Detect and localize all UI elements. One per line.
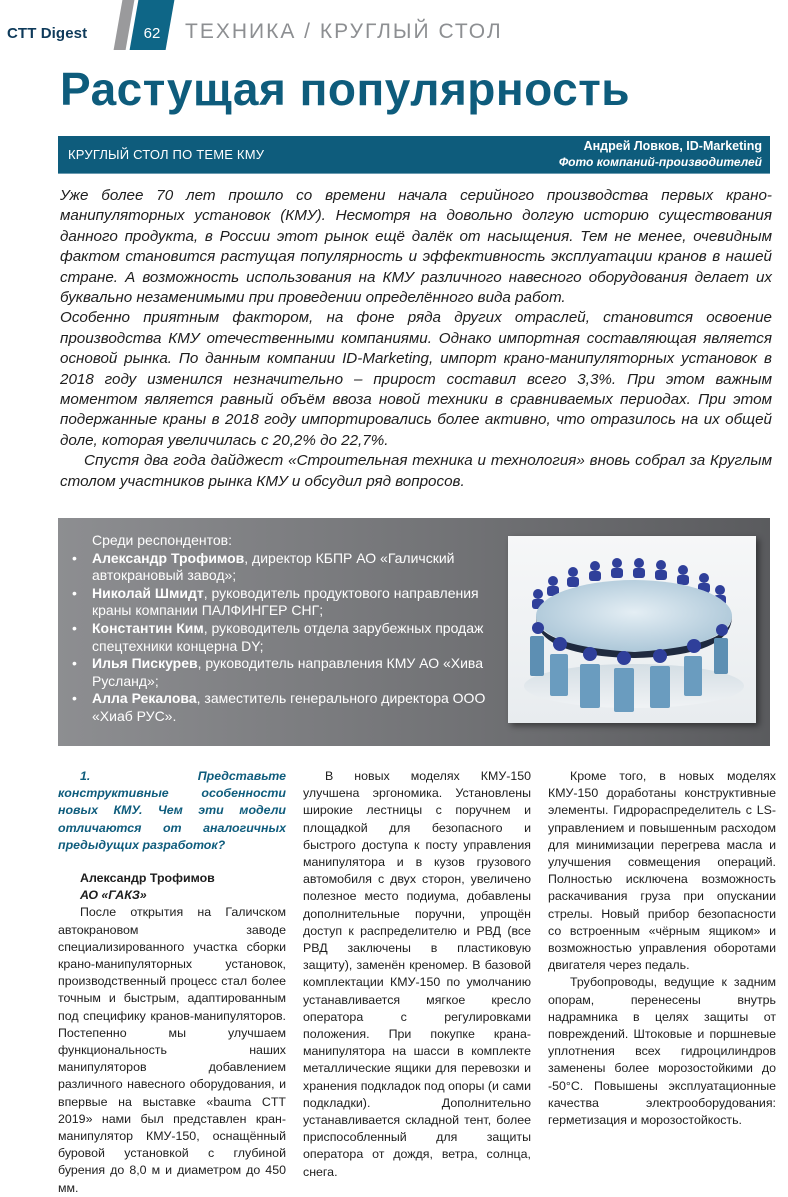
respondent-item (70, 550, 500, 585)
answer-paragraph: Трубопроводы, ведущие к задним опорам, перенесены внутрь надрамника в целях защиты от повреждений. Штоковые и поршневые уплотнения всех гидроцилиндров заменены более морозостойкими до -50°С. Повышены эксплуатационные качества электрооборудования: герметизация и морозостойкость. (548, 975, 776, 1128)
respondent-name: Александр Трофимов (92, 549, 245, 566)
page-header (0, 0, 788, 50)
article-title: Растущая популярность (60, 63, 631, 115)
author: Андрей Ловков, ID-Marketing (583, 139, 762, 153)
speaker-company: АО «ГАКЗ» (80, 888, 147, 903)
rubric-bar (58, 136, 770, 174)
respondents-heading: Среди респондентов: (92, 532, 232, 548)
bullet-icon: • (72, 619, 77, 636)
respondents-list (70, 550, 500, 726)
section-label: ТЕХНИКА / КРУГЛЫЙ СТОЛ (185, 20, 503, 43)
respondents-list-block (70, 532, 500, 726)
article-column-2 (303, 768, 531, 1181)
bullet-icon: • (72, 690, 77, 707)
respondent-item (70, 690, 500, 725)
round-table-illustration-icon (508, 536, 756, 723)
lead-paragraph: Уже более 70 лет прошло со времени начала серийного производства первых крано-манипуляторных установок (КМУ). Несмотря на довольно долгую историю существования данного продукта, в России этот рынок ещё далёк от насыщения. Тем не менее, очевидным фактом становится растущая популярность и эффективность эксплуатации кранов в нашей стране. А возможность использования на КМУ различного навесного оборудования делает их буквально незаменимыми при проведении определённого вида работ. (60, 187, 772, 307)
article-column-3 (548, 768, 776, 1129)
respondents-box (58, 518, 770, 746)
round-table-photo (508, 536, 756, 723)
article-lead (60, 186, 772, 492)
magazine-brand: CTT Digest (7, 25, 88, 42)
lead-paragraph: Особенно приятным фактором, на фоне ряда других отраслей, становится освоение производства КМУ отечественными компаниями. Однако импортная составляющая является основой рынка. По данным компании ID-Marketing, импорт крано-манипуляторных установок в 2018 году изменился незначительно – прирост составил всего 3,3%. При этом важным моментом является равный объём ввоза новой техники в сравниваемых периодах. При этом подержанные краны в 2018 году импортировались более активно, что отразилось на их общей доле, которая увеличилась с 20,2% до 22,7%. (60, 309, 772, 449)
byline (559, 138, 762, 170)
article-column-1 (58, 768, 286, 1197)
respondent-item (70, 655, 500, 690)
respondent-item (70, 620, 500, 655)
respondent-name: Алла Рекалова (92, 690, 197, 707)
bullet-icon: • (72, 584, 77, 601)
photo-credit: Фото компаний-производителей (558, 155, 762, 169)
bullet-icon: • (72, 549, 77, 566)
question-heading: 1. Представьте конструктивные особенности новых КМУ. Чем эти модели отличаются от аналогичных предыдущих разработок? (58, 769, 286, 852)
respondent-role: , руководитель продуктового направления краны компании ПАЛФИНГЕР СНГ; (92, 584, 479, 619)
answer-paragraph: После открытия на Галичском автокрановом заводе специализированного участка сборки крано-манипуляторных установок, производственный процесс стал более точным и быстрым, адаптированным под специфику кранов-манипуляторов. Постепенно мы улучшаем функциональность наших манипуляторов добавлением различного навесного оборудования, и впервые на выставке «bauma CTT 2019» нами был представлен кран-манипулятор КМУ-150, оснащённый буровой установкой с глубиной бурения до 8,0 м и диаметром до 450 мм. (58, 905, 286, 1195)
respondent-role: , директор КБПР АО «Галичский автокрановый завод»; (92, 549, 455, 584)
respondent-role: , заместитель генерального директора ООО «Хиаб РУС». (92, 690, 486, 724)
respondent-role: , руководитель отдела зарубежных продаж спецтехники концерна DY; (92, 619, 484, 654)
page-number: 62 (143, 25, 161, 42)
lead-paragraph: Спустя два года дайджест «Строительная техника и технология» вновь собрал за Круглым столом участников рынка КМУ и обсудил ряд вопросов. (60, 452, 772, 490)
respondent-name: Константин Ким (92, 619, 204, 636)
bullet-icon: • (72, 655, 77, 672)
respondent-role: , руководитель направления КМУ АО «Хива Русланд»; (92, 655, 483, 689)
speaker-name: Александр Трофимов (80, 871, 215, 886)
answer-paragraph: В новых моделях КМУ-150 улучшена эргономика. Установлены широкие лестницы с поручнем и площадкой для безопасного и быстрого доступа к посту управления манипулятора и в кузов грузового автомобиля с двух сторон, увеличено полезное место подиума, добавлены дополнительные поручни, упрощён доступ к распределителю и РВД (все РВД заключены в пластиковую защиту), заменён креномер. В базовой комплектации КМУ-150 по умолчанию устанавливается мягкое кресло оператора с регулировками положения. При покупке крана-манипулятора на шасси в комплекте металлические ящики для перевозки и хранения подкладок под опоры (и сами подкладки). Дополнительно устанавливается складной тент, более приспособленный для защиты оператора от дождя, ветра, солнца, снега. (303, 769, 531, 1179)
respondent-name: Илья Пискурев (92, 655, 198, 672)
respondent-name: Николай Шмидт (92, 584, 204, 601)
answer-paragraph: Кроме того, в новых моделях КМУ-150 доработаны конструктивные элементы. Гидрораспределитель с LS-управлением и повышенным расходом для минимизации перегрева масла и улучшения совмещения операций. Полностью исключена возможность раскачивания груза при опускании стрелы. Новый прибор безопасности со встроенным «чёрным ящиком» и возможностью управления оборотами двигателя через педаль. (548, 769, 776, 973)
rubric-label: КРУГЛЫЙ СТОЛ ПО ТЕМЕ КМУ (68, 147, 265, 162)
respondent-item (70, 585, 500, 620)
